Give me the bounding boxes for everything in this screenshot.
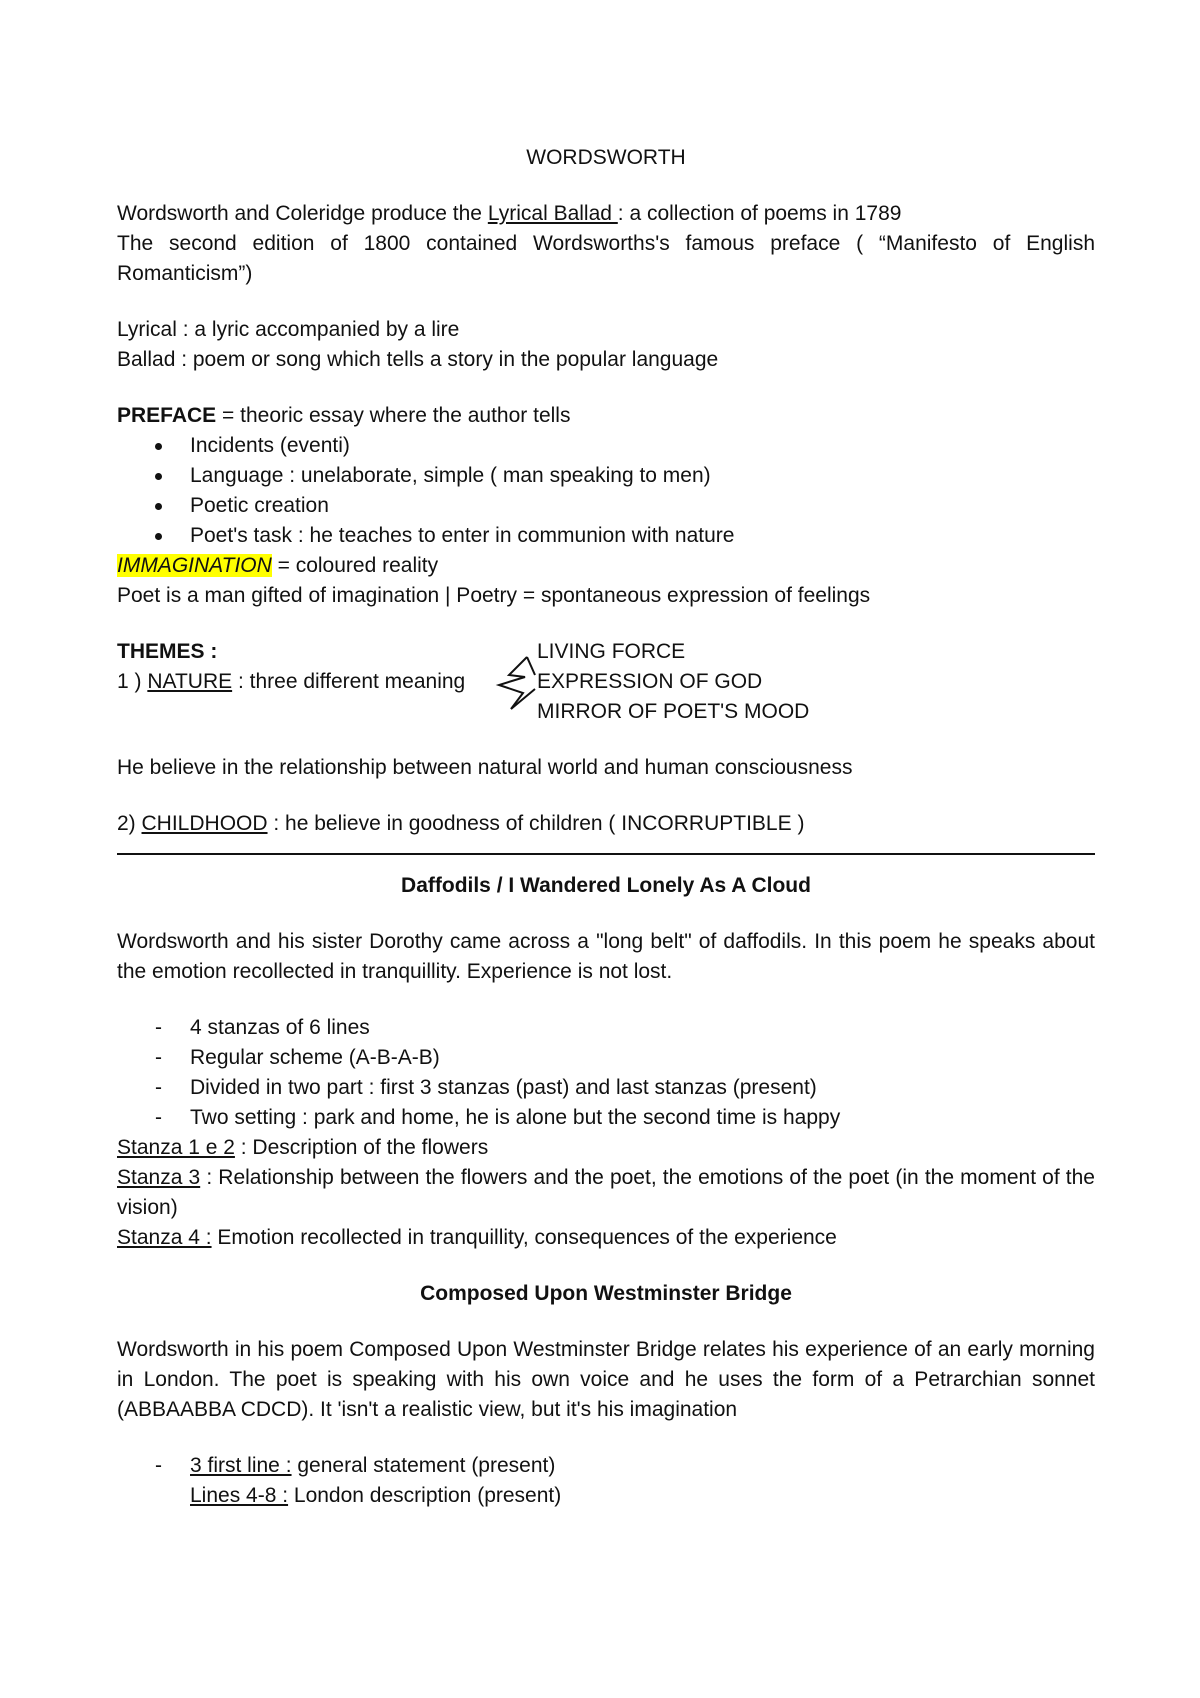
list-item-text: Divided in two part : first 3 stanzas (past) and last stanzas (present)	[190, 1076, 817, 1099]
lines-4-8-line	[117, 1481, 1095, 1511]
stanza-3-text: : Relationship between the flowers and the poet, the emotions of the poet (in the moment of the vision)	[117, 1166, 1095, 1219]
poet-line: Poet is a man gifted of imagination | Poetry = spontaneous expression of feelings	[117, 584, 871, 607]
first-line-text: general statement (present)	[291, 1454, 556, 1477]
nature-term: NATURE	[147, 670, 233, 693]
lines-4-8-text: London description (present)	[288, 1484, 562, 1507]
list-item: Poetic creation	[117, 491, 1095, 521]
daffodils-paragraph: Wordsworth and his sister Dorothy came across a "long belt" of daffodils. In this poem he speaks about the emotion recollected in tranquillity. Experience is not lost.	[117, 930, 1095, 983]
stanza-3-label: Stanza 3	[117, 1166, 201, 1189]
list-item	[117, 1451, 1095, 1481]
intro-line-1	[117, 199, 1095, 229]
dash-marker: -	[155, 1106, 162, 1129]
list-item: Incidents (eventi)	[117, 431, 1095, 461]
first-line-label: 3 first line :	[190, 1454, 292, 1477]
list-item-text: Regular scheme (A-B-A-B)	[190, 1046, 440, 1069]
intro-text-end: : a collection of poems in 1789	[617, 202, 902, 225]
list-item-text: Two setting : park and home, he is alone but the second time is happy	[190, 1106, 841, 1129]
nature-line	[117, 667, 465, 697]
stanza-4-label: Stanza 4 :	[117, 1226, 212, 1249]
dash-marker: -	[155, 1016, 162, 1039]
nature-number: 1 )	[117, 670, 148, 693]
themes-left	[117, 637, 465, 697]
meaning-item: EXPRESSION OF GOD	[537, 670, 763, 693]
imagination-highlight: IMMAGINATION	[117, 554, 272, 577]
list-item	[117, 1043, 1095, 1073]
preface-line	[117, 401, 1095, 431]
westminster-heading: Composed Upon Westminster Bridge	[420, 1282, 792, 1305]
westminster-paragraph: Wordsworth in his poem Composed Upon Westminster Bridge relates his experience of an early morning in London. The poet is speaking with his own voice and he uses the form of a Petrarchian sonnet (ABBAABBA CDCD). It 'isn't a realistic view, but it's his imagination	[117, 1338, 1095, 1421]
branch-arrow-icon	[495, 655, 539, 711]
list-item	[117, 1013, 1095, 1043]
dash-marker: -	[155, 1076, 162, 1099]
definition-lyrical: Lyrical : a lyric accompanied by a lire	[117, 318, 460, 341]
list-item: Language : unelaborate, simple ( man speaking to men)	[117, 461, 1095, 491]
themes-label: THEMES :	[117, 640, 218, 663]
section-divider	[117, 853, 1095, 855]
document-body	[117, 143, 1095, 1511]
lines-4-8-label: Lines 4-8 :	[190, 1484, 289, 1507]
imagination-text: = coloured reality	[271, 554, 439, 577]
imagination-line	[117, 551, 1095, 581]
lyrical-ballad-term: Lyrical Ballad	[487, 202, 618, 225]
stanza-1-2-label: Stanza 1 e 2	[117, 1136, 235, 1159]
stanza-3-line	[117, 1163, 1095, 1223]
list-item: Poet's task : he teaches to enter in communion with nature	[117, 521, 1095, 551]
list-item	[117, 1103, 1095, 1133]
childhood-line	[117, 809, 1095, 839]
nature-text: : three different meaning	[232, 670, 466, 693]
daffodils-list	[117, 1013, 1095, 1133]
preface-label: PREFACE	[117, 404, 217, 427]
definition-ballad: Ballad : poem or song which tells a story in the popular language	[117, 348, 719, 371]
themes-block	[117, 637, 1095, 727]
childhood-text: : he believe in goodness of children ( INCORRUPTIBLE )	[267, 812, 805, 835]
document-title: WORDSWORTH	[526, 146, 686, 169]
stanza-1-2-line	[117, 1133, 1095, 1163]
believe-line: He believe in the relationship between natural world and human consciousness	[117, 756, 853, 779]
stanza-1-2-text: : Description of the flowers	[234, 1136, 489, 1159]
childhood-number: 2)	[117, 812, 142, 835]
list-item-text: 4 stanzas of 6 lines	[190, 1016, 370, 1039]
meaning-item: LIVING FORCE	[537, 640, 686, 663]
nature-meanings	[537, 637, 809, 727]
stanza-4-line	[117, 1223, 1095, 1253]
stanza-4-text: Emotion recollected in tranquillity, consequences of the experience	[211, 1226, 837, 1249]
westminster-list	[117, 1451, 1095, 1481]
dash-marker: -	[155, 1046, 162, 1069]
preface-bullet-list	[117, 431, 1095, 551]
childhood-term: CHILDHOOD	[141, 812, 268, 835]
intro-line-2: The second edition of 1800 contained Wordsworths's famous preface ( “Manifesto of English Romanticism”)	[117, 232, 1095, 285]
list-item	[117, 1073, 1095, 1103]
intro-text: Wordsworth and Coleridge produce the	[117, 202, 488, 225]
daffodils-heading: Daffodils / I Wandered Lonely As A Cloud	[401, 874, 811, 897]
preface-text: = theoric essay where the author tells	[216, 404, 571, 427]
dash-marker: -	[155, 1454, 162, 1477]
meaning-item: MIRROR OF POET'S MOOD	[537, 700, 810, 723]
